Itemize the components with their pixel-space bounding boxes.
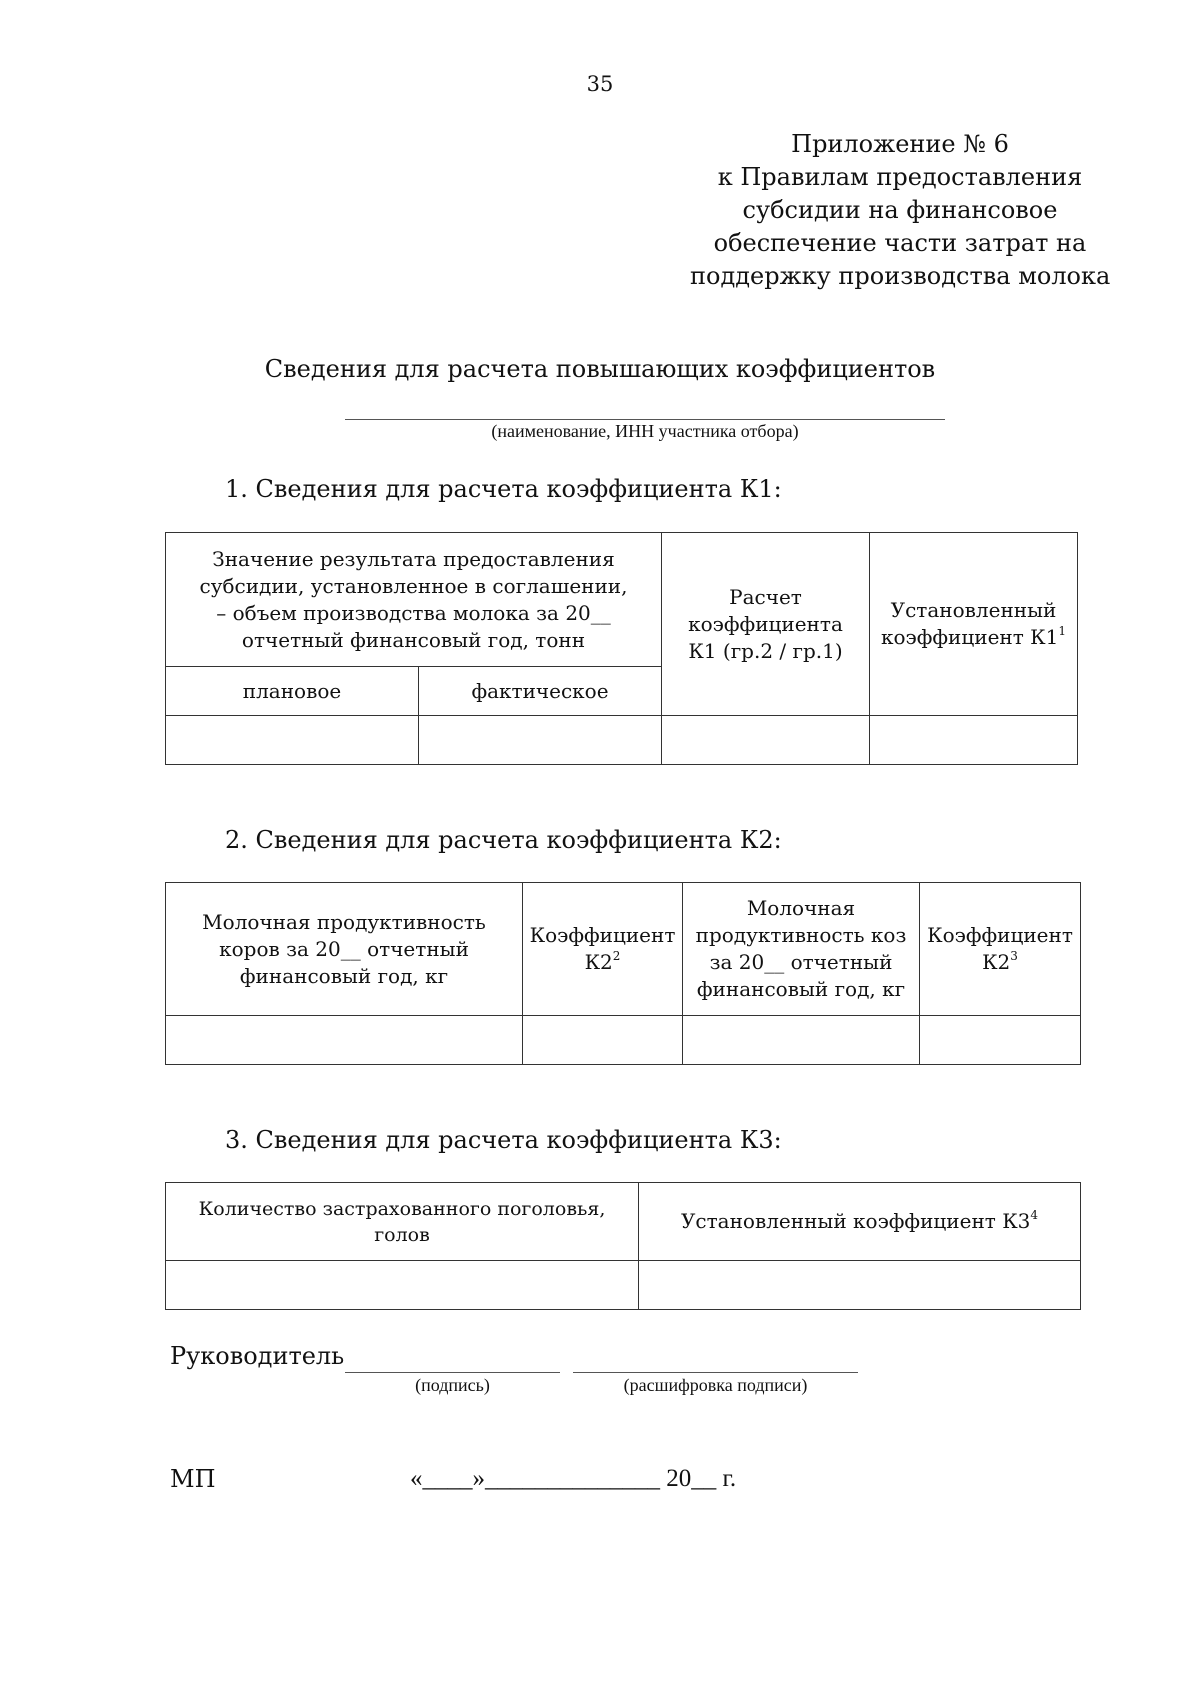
k3-livestock-cell[interactable] (166, 1261, 639, 1310)
footnote-4: 4 (1030, 1208, 1039, 1222)
appendix-line: к Правилам предоставления (717, 163, 1083, 191)
signature-caption: (подпись) (415, 1375, 490, 1395)
k1-set-label: Установленный коэффициент К1 (881, 598, 1059, 649)
k3-header (639, 1183, 1081, 1261)
k1-calc-header: Расчет коэффициента К1 (гр.2 / гр.1) (662, 533, 870, 716)
k2-goats-cell[interactable] (683, 1016, 920, 1065)
footnote-1: 1 (1058, 624, 1067, 638)
document-title: Сведения для расчета повышающих коэффициентов (264, 355, 936, 383)
k3-livestock-header: Количество застрахованного поголовья, голов (166, 1183, 639, 1261)
appendix-header (690, 128, 1110, 293)
k2-cows-header: Молочная продуктивность коров за 20__ отчетный финансовый год, кг (166, 883, 523, 1016)
stamp-place: МП (170, 1465, 216, 1493)
k1-result-header: Значение результата предоставления субсидии, установленное в соглашении, – объем производства молока за 20__ отчетный финансовый год, тонн (166, 533, 662, 667)
section1-heading: 1. Сведения для расчета коэффициента К1: (225, 475, 782, 503)
k1-set-cell[interactable] (870, 716, 1078, 765)
section2-heading: 2. Сведения для расчета коэффициента К2: (225, 826, 782, 854)
k2a-label: Коэффициент К2 (529, 923, 676, 974)
k3-cell[interactable] (639, 1261, 1081, 1310)
signature-decode-line[interactable] (573, 1372, 858, 1373)
k2-cows-cell[interactable] (166, 1016, 523, 1065)
appendix-line: субсидии на финансовое (742, 196, 1058, 224)
appendix-line: поддержку производства молока (690, 262, 1111, 290)
k2b-cell[interactable] (920, 1016, 1081, 1065)
page-number: 35 (586, 72, 614, 96)
k2-table (165, 882, 1081, 1065)
k2-goats-header: Молочная продуктивность коз за 20__ отчетный финансовый год, кг (683, 883, 920, 1016)
signature-decode-caption: (расшифровка подписи) (623, 1375, 808, 1395)
k1-table (165, 532, 1078, 765)
signature-line[interactable] (345, 1372, 560, 1373)
participant-name-line (345, 419, 945, 420)
k2b-label: Коэффициент К2 (927, 923, 1073, 974)
k1-planned-cell[interactable] (166, 716, 419, 765)
appendix-line: обеспечение части затрат на (713, 229, 1087, 257)
k2a-header (523, 883, 683, 1016)
head-label: Руководитель (170, 1342, 345, 1370)
k1-calc-cell[interactable] (662, 716, 870, 765)
footnote-3: 3 (1010, 949, 1018, 963)
k3-label: Установленный коэффициент К3 (680, 1209, 1031, 1233)
k1-planned-header: плановое (166, 667, 419, 716)
k2b-header (920, 883, 1081, 1016)
k1-actual-cell[interactable] (419, 716, 662, 765)
k1-actual-header: фактическое (419, 667, 662, 716)
date-field[interactable]: «____»______________ 20__ г. (410, 1465, 737, 1492)
footnote-2: 2 (612, 949, 621, 963)
k2a-cell[interactable] (523, 1016, 683, 1065)
k3-table (165, 1182, 1081, 1310)
k1-set-header (870, 533, 1078, 716)
participant-caption: (наименование, ИНН участника отбора) (491, 421, 799, 441)
section3-heading: 3. Сведения для расчета коэффициента К3: (225, 1126, 782, 1154)
appendix-line: Приложение № 6 (791, 130, 1009, 158)
